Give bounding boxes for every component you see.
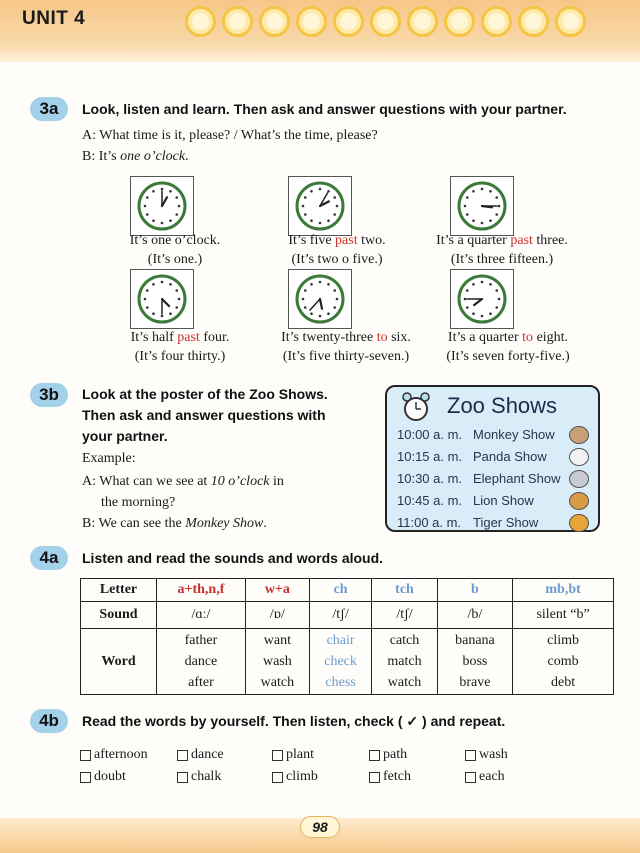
clock-face-icon (456, 180, 508, 232)
checkbox[interactable] (177, 750, 188, 761)
clock-picture (288, 176, 352, 236)
word-row (81, 629, 614, 695)
letter-cell: b (437, 579, 512, 602)
checkbox-word: each (479, 769, 505, 784)
b-prefix: B: We can see the (82, 516, 186, 531)
word-checkbox-item[interactable] (369, 769, 411, 785)
poster-title: Zoo Shows (447, 393, 558, 418)
show-time: 10:15 a. m. (397, 449, 463, 464)
time-alternative: (It’s three fifteen.) (450, 252, 554, 267)
animal-face-icon (569, 448, 589, 466)
show-name: Tiger Show (473, 515, 539, 530)
checkbox-word: fetch (383, 769, 411, 784)
letter-row (81, 579, 614, 602)
word: match (387, 654, 422, 669)
decor-circle (333, 6, 364, 37)
show-name: Panda Show (473, 449, 547, 464)
word-checkbox-item[interactable] (272, 747, 314, 763)
clock-caption (407, 231, 597, 269)
word: dance (184, 654, 218, 669)
decor-circle (444, 6, 475, 37)
header-decoration (185, 6, 586, 37)
time-keyword: past (177, 330, 200, 345)
checkbox-word: climb (286, 769, 318, 784)
sound-cell: /ɒ/ (245, 602, 309, 629)
clock-face-icon (136, 273, 188, 325)
example-line-b (82, 514, 267, 534)
checkbox[interactable] (465, 772, 476, 783)
example-line-a2: the morning? (101, 495, 176, 510)
decor-circle (481, 6, 512, 37)
show-row (397, 449, 547, 464)
word: brave (459, 675, 491, 690)
show-row (397, 471, 560, 486)
animal-face-icon (569, 492, 589, 510)
checkbox-word: path (383, 747, 408, 762)
checkbox[interactable] (272, 772, 283, 783)
letter-cell: mb,bt (513, 579, 614, 602)
show-time: 10:00 a. m. (397, 427, 463, 442)
time-alternative: (It’s four thirty.) (134, 349, 226, 364)
time-alternative: (It’s one.) (147, 252, 203, 267)
clock-picture (450, 269, 514, 329)
word: catch (389, 633, 420, 648)
animal-face-icon (569, 514, 589, 532)
section-badge-4a: 4a (30, 546, 68, 570)
row-label-letter: Letter (81, 579, 157, 602)
time-keyword: to (522, 330, 534, 345)
time-phrase-start: It’s a quarter (447, 330, 523, 345)
line-b-suffix: . (185, 149, 189, 164)
time-phrase (242, 231, 432, 250)
a1-prefix: A: What can we see at (82, 474, 211, 489)
word-checkbox-item[interactable] (177, 769, 221, 785)
checkbox[interactable] (369, 772, 380, 783)
word: after (188, 675, 214, 690)
time-phrase (85, 328, 275, 347)
time-alternative: (It’s five thirty-seven.) (282, 349, 410, 364)
instruction-3a: Look, listen and learn. Then ask and answer questions with your partner. (82, 101, 567, 117)
instruction-3b-line2: Then ask and answer questions with (82, 407, 326, 423)
time-keyword: past (335, 233, 358, 248)
checkbox[interactable] (80, 750, 91, 761)
sounds-table (80, 578, 614, 695)
line-b-prefix: B: It’s (82, 149, 121, 164)
time-phrase (413, 328, 603, 347)
word-checkbox-item[interactable] (80, 769, 126, 785)
clock-caption (413, 328, 603, 366)
show-row (397, 427, 555, 442)
clock-face-icon (294, 273, 346, 325)
time-phrase-start: It’s half (130, 330, 178, 345)
sound-cell: silent “b” (513, 602, 614, 629)
word-cell (372, 629, 437, 695)
section-badge-3a: 3a (30, 97, 68, 121)
word: want (263, 633, 291, 648)
time-phrase-end: six. (387, 330, 411, 345)
time-phrase-start: It’s one o’clock. (129, 233, 221, 248)
time-phrase-start: It’s twenty-three (281, 330, 377, 345)
checkbox-word: afternoon (94, 747, 148, 762)
show-row (397, 493, 534, 508)
word: chair (326, 633, 355, 648)
show-row (397, 515, 538, 530)
word: check (324, 654, 357, 669)
section-badge-3b: 3b (30, 383, 68, 407)
section-badge-4b: 4b (30, 709, 68, 733)
a1-italic: 10 o’clock (210, 474, 270, 489)
clock-caption (242, 231, 432, 269)
header-band (0, 0, 640, 62)
instruction-3b-line3: your partner. (82, 428, 168, 444)
checkbox[interactable] (177, 772, 188, 783)
show-time: 10:30 a. m. (397, 471, 463, 486)
instruction-4b: Read the words by yourself. Then listen, check ( ✓ ) and repeat. (82, 713, 506, 729)
time-keyword: to (376, 330, 388, 345)
example-line-a1 (82, 472, 284, 492)
word-cell (245, 629, 309, 695)
sound-cell: /b/ (437, 602, 512, 629)
animal-face-icon (569, 470, 589, 488)
word: comb (547, 654, 579, 669)
clock-face-icon (456, 273, 508, 325)
time-phrase-start: It’s five (288, 233, 336, 248)
time-phrase (407, 231, 597, 250)
word: climb (547, 633, 580, 648)
checkbox-word: wash (479, 747, 508, 762)
time-alternative: (It’s two o five.) (291, 252, 383, 267)
row-label-sound: Sound (81, 602, 157, 629)
word: boss (462, 654, 488, 669)
clock-face-icon (294, 180, 346, 232)
word: watch (387, 675, 422, 690)
word-checkbox-item[interactable] (177, 747, 224, 763)
decor-circle (185, 6, 216, 37)
checkbox[interactable] (80, 772, 91, 783)
line-b-italic: one o’clock (120, 149, 186, 164)
instruction-4a: Listen and read the sounds and words aloud. (82, 550, 384, 566)
page-number: 98 (300, 816, 340, 838)
clock-picture (450, 176, 514, 236)
word-checkbox-item[interactable] (465, 769, 505, 785)
clock-caption (85, 328, 275, 366)
letter-cell: ch (309, 579, 371, 602)
show-name: Monkey Show (473, 427, 555, 442)
dialogue-line-b (82, 147, 189, 167)
row-label-word: Word (81, 629, 157, 695)
decor-circle (555, 6, 586, 37)
clock-face-icon (136, 180, 188, 232)
word-cell (309, 629, 371, 695)
sound-row (81, 602, 614, 629)
show-time: 10:45 a. m. (397, 493, 463, 508)
decor-circle (407, 6, 438, 37)
letter-cell: a+th,n,f (157, 579, 246, 602)
a1-suffix: in (269, 474, 284, 489)
word-cell (513, 629, 614, 695)
checkbox-word: chalk (191, 769, 222, 784)
word-checkbox-item[interactable] (272, 769, 318, 785)
decor-circle (222, 6, 253, 37)
checkbox[interactable] (465, 750, 476, 761)
word-checkbox-item[interactable] (465, 747, 508, 763)
word-checkbox-item[interactable] (369, 747, 407, 763)
animal-face-icon (569, 426, 589, 444)
word: debt (551, 675, 576, 690)
b-suffix: . (263, 516, 267, 531)
clock-picture (130, 176, 194, 236)
clock-picture (288, 269, 352, 329)
instruction-3b-line1: Look at the poster of the Zoo Shows. (82, 386, 328, 402)
word: father (184, 633, 218, 648)
word-checkbox-item[interactable] (80, 747, 148, 763)
checkbox[interactable] (369, 750, 380, 761)
letter-cell: w+a (245, 579, 309, 602)
word-cell (437, 629, 512, 695)
decor-circle (370, 6, 401, 37)
word: watch (260, 675, 295, 690)
zoo-shows-poster (385, 385, 600, 532)
word: wash (262, 654, 292, 669)
show-name: Lion Show (473, 493, 534, 508)
example-label: Example: (82, 451, 136, 466)
time-alternative: (It’s seven forty-five.) (446, 349, 570, 364)
checkbox[interactable] (272, 750, 283, 761)
unit-label: UNIT 4 (22, 8, 86, 29)
checkbox-word: doubt (94, 769, 126, 784)
time-phrase-start: It’s a quarter (436, 233, 511, 248)
time-phrase-end: four. (199, 330, 230, 345)
sound-cell: /tʃ/ (309, 602, 371, 629)
decor-circle (518, 6, 549, 37)
sound-cell: /ɑː/ (157, 602, 246, 629)
dialogue-line-a: A: What time is it, please? / What’s the time, please? (82, 128, 378, 143)
show-time: 11:00 a. m. (397, 515, 462, 530)
alarm-clock-icon (401, 391, 431, 423)
time-keyword: past (510, 233, 533, 248)
b-italic: Monkey Show (185, 516, 264, 531)
letter-cell: tch (372, 579, 437, 602)
decor-circle (296, 6, 327, 37)
time-phrase-end: three. (532, 233, 568, 248)
checkbox-word: dance (191, 747, 224, 762)
checkbox-word: plant (286, 747, 314, 762)
word: chess (325, 675, 356, 690)
time-phrase-end: two. (357, 233, 386, 248)
show-name: Elephant Show (473, 471, 561, 486)
clock-picture (130, 269, 194, 329)
word-cell (157, 629, 246, 695)
time-phrase-end: eight. (533, 330, 569, 345)
decor-circle (259, 6, 290, 37)
sound-cell: /tʃ/ (372, 602, 437, 629)
word: banana (455, 633, 495, 648)
